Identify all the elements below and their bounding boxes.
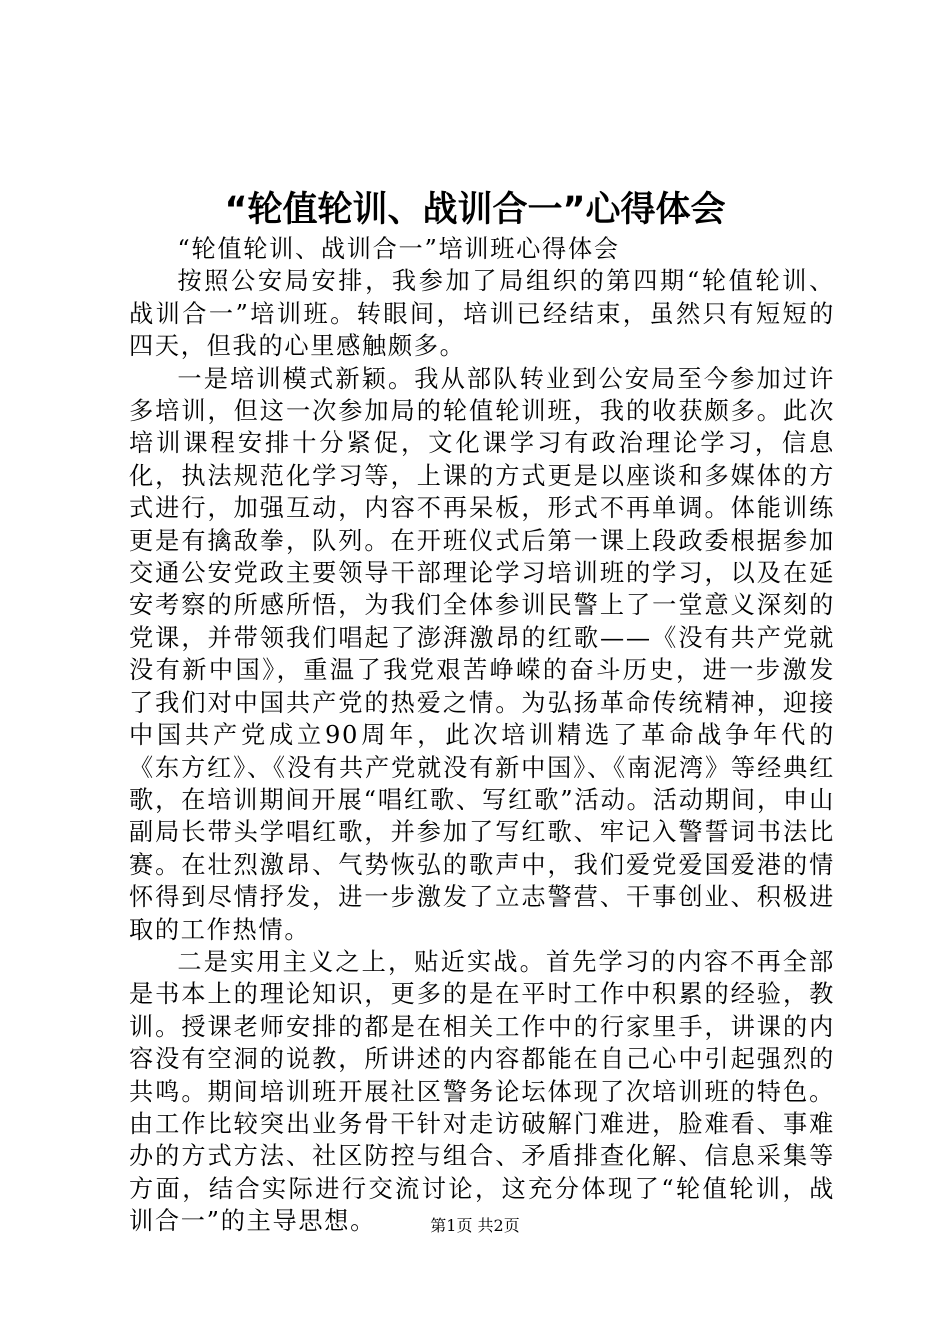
paragraph-intro: 按照公安局安排，我参加了局组织的第四期“轮值轮训、战训合一”培训班。转眼间，培训已经结束，虽然只有短短的四天，但我的心里感触颇多。 bbox=[129, 267, 835, 361]
paragraph-subtitle: “轮值轮训、战训合一”培训班心得体会 bbox=[177, 235, 620, 263]
document-body bbox=[129, 233, 835, 1238]
document-title: “轮值轮训、战训合一”心得体会 bbox=[224, 190, 726, 230]
page-footer: 第1页 共2页 bbox=[430, 1216, 520, 1235]
paragraph-point-two: 二是实用主义之上，贴近实战。首先学习的内容不再全部是书本上的理论知识，更多的是在平时工作中积累的经验，教训。授课老师安排的都是在相关工作中的行家里手，讲课的内容没有空洞的说教，所讲述的内容都能在自己心中引起强烈的共鸣。期间培训班开展社区警务论坛体现了次培训班的特色。由工作比较突出业务骨干针对走访破解门难进，脸难看、事难办的方式方法、社区防控与组合、矛盾排查化解、信息采集等方面，结合实际进行交流讨论，这充分体现了“轮值轮训，战训合一”的主导思想。 bbox=[129, 947, 835, 1236]
paragraph-point-one: 一是培训模式新颖。我从部队转业到公安局至今参加过许多培训，但这一次参加局的轮值轮训班，我的收获颇多。此次培训课程安排十分紧促，文化课学习有政治理论学习，信息化，执法规范化学习等，上课的方式更是以座谈和多媒体的方式进行，加强互动，内容不再呆板，形式不再单调。体能训练更是有擒敌拳，队列。在开班仪式后第一课上段政委根据参加交通公安党政主要领导干部理论学习培训班的学习，以及在延安考察的所感所悟，为我们全体参训民警上了一堂意义深刻的党课，并带领我们唱起了澎湃激昂的红歌——《没有共产党就没有新中国》，重温了我党艰苦峥嵘的奋斗历史，进一步激发了我们对中国共产党的热爱之情。为弘扬革命传统精神，迎接中国共产党成立90周年，此次培训精选了革命战争年代的《东方红》、《没有共产党就没有新中国》、《南泥湾》等经典红歌，在培训期间开展“唱红歌、写红歌”活动。活动期间，申山副局长带头学唱红歌，并参加了写红歌、牢记入警誓词书法比赛。在壮烈激昂、气势恢弘的歌声中，我们爱党爱国爱港的情怀得到尽情抒发，进一步激发了立志警营、干事创业、积极进取的工作热情。 bbox=[129, 364, 835, 944]
